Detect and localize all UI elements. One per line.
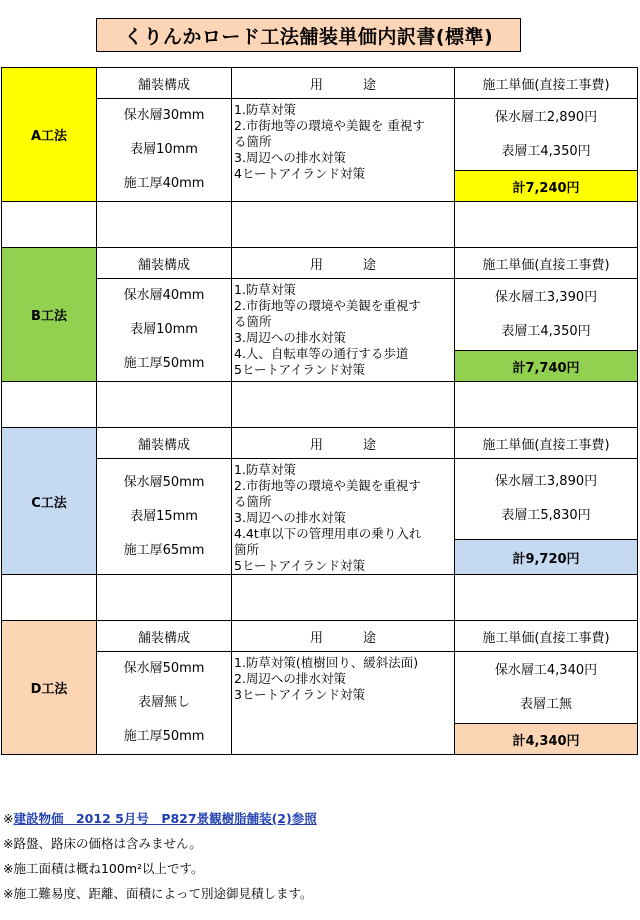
header-use-left: 用	[309, 630, 323, 646]
method-label: C工法	[2, 428, 97, 575]
method-header-row	[2, 248, 638, 279]
total-price: 計7,740円	[455, 351, 638, 382]
use-line: 5ヒートアイランド対策	[234, 558, 365, 573]
header-use-left: 用	[309, 437, 323, 453]
note-area: ※施工面積は概ね100m²以上です。	[3, 861, 204, 876]
spacer-cell	[97, 382, 232, 428]
reference-note	[3, 806, 633, 831]
spacer-cell	[97, 202, 232, 248]
structure-line: 保水層50mm	[123, 474, 205, 490]
spacer-cell	[2, 202, 97, 248]
structure-line: 保水層50mm	[123, 661, 205, 676]
structure-line: 施工厚40mm	[123, 176, 205, 191]
method-content-row	[2, 652, 638, 724]
use-line: 3.周辺への排水対策	[234, 330, 346, 345]
price-line: 表層工5,830円	[501, 508, 591, 524]
use-line: 4ヒートアイランド対策	[234, 166, 365, 181]
price-line: 表層工4,350円	[501, 143, 591, 159]
spacer-cell	[232, 575, 455, 621]
header-use-right: 途	[363, 437, 377, 453]
header-use-right: 途	[363, 77, 377, 93]
method-label: A工法	[2, 68, 97, 202]
use-line: 2.市街地等の環境や美観を重視す	[234, 298, 421, 313]
spacer-cell	[455, 382, 638, 428]
structure-cell	[97, 99, 232, 202]
use-line: 2.周辺への排水対策	[234, 671, 346, 686]
header-use	[232, 621, 455, 652]
structure-line: 表層10mm	[130, 322, 198, 337]
header-price: 施工単価(直接工事費)	[455, 621, 638, 652]
spacer-cell	[232, 202, 455, 248]
price-cell	[455, 652, 638, 724]
use-line: 3.周辺への排水対策	[234, 510, 346, 525]
structure-line: 表層10mm	[130, 142, 198, 157]
page-title: くりんかロード工法舗装単価内訳書(標準)	[96, 18, 521, 52]
use-line: 4.4t車以下の管理用車の乗り入れ	[234, 526, 422, 541]
header-use-left: 用	[309, 77, 323, 93]
header-structure: 舗装構成	[97, 68, 232, 99]
use-line: 2.市街地等の環境や美観を 重視す	[234, 118, 425, 133]
header-structure: 舗装構成	[97, 621, 232, 652]
price-line: 保水層工3,390円	[494, 289, 598, 305]
header-structure: 舗装構成	[97, 428, 232, 459]
use-cell	[232, 459, 455, 575]
use-line: 2.市街地等の環境や美観を重視す	[234, 478, 421, 493]
spacer-row	[2, 202, 638, 248]
method-label: D工法	[2, 621, 97, 755]
price-line: 保水層工4,340円	[494, 662, 598, 678]
use-line: る箇所	[234, 134, 272, 149]
structure-cell	[97, 459, 232, 575]
method-header-row	[2, 428, 638, 459]
use-cell	[232, 652, 455, 755]
use-line: 1.防草対策	[234, 282, 296, 297]
header-price: 施工単価(直接工事費)	[455, 68, 638, 99]
spacer-cell	[455, 202, 638, 248]
note-estimate: ※施工難易度、距離、面積によって別途御見積します。	[3, 886, 313, 901]
method-header-row	[2, 68, 638, 99]
price-cell	[455, 279, 638, 351]
spacer-row	[2, 575, 638, 621]
use-line: 箇所	[234, 542, 260, 557]
header-price: 施工単価(直接工事費)	[455, 428, 638, 459]
use-line: 5ヒートアイランド対策	[234, 362, 365, 377]
header-use-left: 用	[309, 257, 323, 273]
header-use	[232, 428, 455, 459]
spacer-cell	[2, 575, 97, 621]
method-label: B工法	[2, 248, 97, 382]
price-line: 表層工無	[519, 696, 572, 712]
price-breakdown-table	[1, 67, 638, 755]
spacer-row	[2, 382, 638, 428]
use-line: る箇所	[234, 494, 272, 509]
note-roadbed: ※路盤、路床の価格は含みません。	[3, 836, 202, 851]
structure-line: 施工厚65mm	[123, 542, 205, 558]
price-line: 保水層工2,890円	[494, 109, 598, 125]
use-line: 1.防草対策(植樹回り、緩斜法面)	[234, 655, 419, 670]
reference-link[interactable]: 建設物価 2012 5月号 P827景観樹脂舗装(2)参照	[13, 811, 317, 826]
structure-cell	[97, 279, 232, 382]
method-content-row	[2, 279, 638, 351]
notes-section	[3, 806, 633, 906]
spacer-cell	[2, 382, 97, 428]
structure-line: 表層無し	[137, 695, 190, 710]
header-use-right: 途	[363, 630, 377, 646]
total-price: 計7,240円	[455, 171, 638, 202]
use-line: 1.防草対策	[234, 462, 296, 477]
structure-line: 施工厚50mm	[123, 356, 205, 371]
price-line: 表層工4,350円	[501, 323, 591, 339]
use-line: 1.防草対策	[234, 102, 296, 117]
spacer-cell	[232, 382, 455, 428]
method-content-row	[2, 99, 638, 171]
use-line: 3ヒートアイランド対策	[234, 687, 365, 702]
reference-prefix: ※	[3, 811, 14, 826]
header-structure: 舗装構成	[97, 248, 232, 279]
total-price: 計9,720円	[455, 540, 638, 575]
structure-line: 保水層30mm	[123, 108, 205, 123]
header-price: 施工単価(直接工事費)	[455, 248, 638, 279]
method-content-row	[2, 459, 638, 540]
header-use	[232, 248, 455, 279]
price-cell	[455, 99, 638, 171]
header-use	[232, 68, 455, 99]
price-cell	[455, 459, 638, 540]
spacer-cell	[455, 575, 638, 621]
use-cell	[232, 279, 455, 382]
use-cell	[232, 99, 455, 202]
structure-line: 施工厚50mm	[123, 729, 205, 744]
use-line: る箇所	[234, 314, 272, 329]
use-line: 3.周辺への排水対策	[234, 150, 346, 165]
method-header-row	[2, 621, 638, 652]
spacer-cell	[97, 575, 232, 621]
structure-line: 表層15mm	[130, 508, 198, 524]
header-use-right: 途	[363, 257, 377, 273]
structure-line: 保水層40mm	[123, 288, 205, 303]
total-price: 計4,340円	[455, 724, 638, 755]
price-line: 保水層工3,890円	[494, 474, 598, 490]
use-line: 4.人、自転車等の通行する歩道	[234, 346, 409, 361]
structure-cell	[97, 652, 232, 755]
